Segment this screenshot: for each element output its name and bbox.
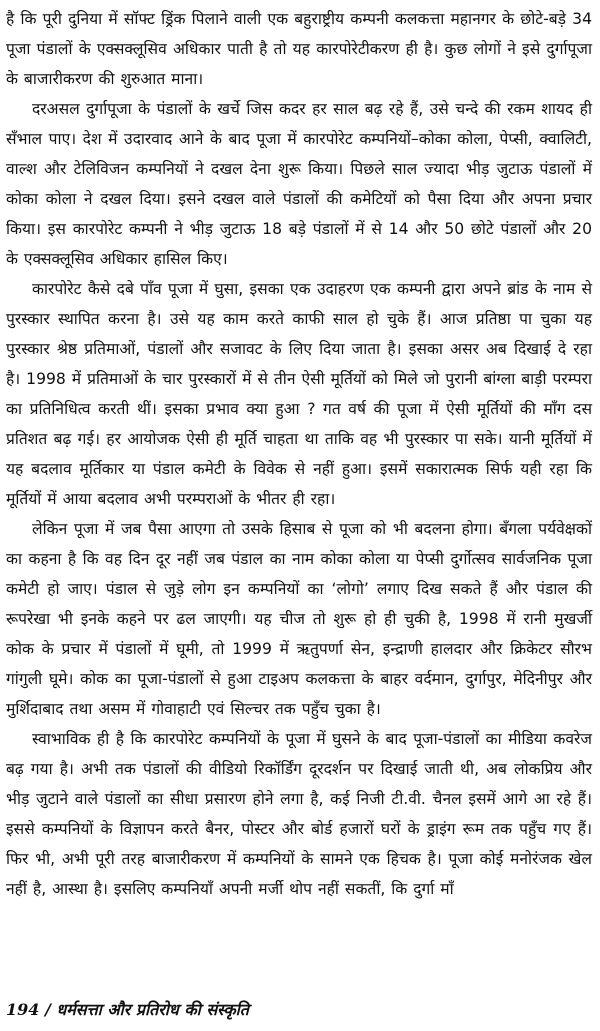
paragraph-2: दरअसल दुर्गापूजा के पंडालों के खर्चे जिस कदर हर साल बढ़ रहे हैं, उसे चन्दे की रकम शायद ही सँभाल पाए। देश में उदारवाद आने के बाद पूजा में कारपोरेट कम्पनियों–कोका कोला, पेप्सी, क्वालिटी, वाल्श और टेलिविजन कम्पनियों ने दखल देना शुरू किया। पिछले साल ज्यादा भीड़ जुटाऊ पंडालों में कोका कोला ने दखल दिया। इसने दखल वाले पंडालों की कमेटियों को पैसा दिया और अपना प्रचार किया। इस कारपोरेट कम्पनी ने भीड़ जुटाऊ 18 बड़े पंडालों में से 14 और 50 छोटे पंडालों और 20 के एक्सक्लूसिव अधिकार हासिल किए। bbox=[6, 100, 592, 268]
paragraph-3: कारपोरेट कैसे दबे पाँव पूजा में घुसा, इसका एक उदाहरण एक कम्पनी द्वारा अपने ब्रांड के नाम से पुरस्कार स्थापित करना है। उसे यह काम करते काफी साल हो चुके हैं। आज प्रतिष्ठा पा चुका यह पुरस्कार श्रेष्ठ प्रतिमाओं, पंडालों और सजावट के लिए दिया जाता है। इसका असर अब दिखाई दे रहा है। 1998 में प्रतिमाओं के चार पुरस्कारों में से तीन ऐसी मूर्तियों को मिले जो पुरानी बांग्ला बाड़ी परम्परा का प्रतिनिधित्व करती थीं। इसका प्रभाव क्या हुआ ? गत वर्ष की पूजा में ऐसी मूर्तियों की माँग दस प्रतिशत बढ़ गई। हर आयोजक ऐसी ही मूर्ति चाहता था ताकि वह भी पुरस्कार पा सके। यानी मूर्तियों में यह बदलाव मूर्तिकार या पंडाल कमेटी के विवेक से नहीं हुआ। इसमें सकारात्मक सिर्फ यही रहा कि मूर्तियों में आया बदलाव अभी परम्पराओं के भीतर ही रहा। bbox=[6, 280, 592, 508]
paragraph-1: है कि पूरी दुनिया में सॉफ्ट ड्रिंक पिलाने वाली एक बहुराष्ट्रीय कम्पनी कलकत्ता महानगर के छोटे-बड़े 34 पूजा पंडालों के एक्सक्लूसिव अधिकार पाती है तो यह कारपोरेटीकरण ही है। कुछ लोगों ने इसे दुर्गापूजा के बाजारीकरण की शुरुआत माना। bbox=[6, 10, 592, 88]
paragraph-5: स्वाभाविक ही है कि कारपोरेट कम्पनियों के पूजा में घुसने के बाद पूजा-पंडालों का मीडिया कवरेज बढ़ गया है। अभी तक पंडालों की वीडियो रिकॉर्डिंग दूरदर्शन पर दिखाई जाती थी, अब लोकप्रिय और भीड़ जुटाने वाले पंडालों का सीधा प्रसारण होने लगा है, कई निजी टी.वी. चैनल इसमें आगे आ रहे हैं। इससे कम्पनियों के विज्ञापन करते बैनर, पोस्टर और बोर्ड हजारों घरों के ड्राइंग रूम तक पहुँच गए हैं। फिर भी, अभी पूरी तरह बाजारीकरण में कम्पनियों के सामने एक हिचक है। पूजा कोई मनोरंजक खेल नहीं है, आस्था है। इसलिए कम्पनियाँ अपनी मर्जी थोप नहीं सकतीं, कि दुर्गा माँ bbox=[6, 730, 592, 898]
page-footer: 194 / धर्मसत्ता और प्रतिरोध की संस्कृति bbox=[6, 1000, 249, 1019]
body-text bbox=[6, 4, 592, 904]
paragraph-4: लेकिन पूजा में जब पैसा आएगा तो उसके हिसाब से पूजा को भी बदलना होगा। बँगला पर्यवेक्षकों का कहना है कि वह दिन दूर नहीं जब पंडाल का नाम कोका कोला या पेप्सी दुर्गोत्सव सार्वजनिक पूजा कमेटी हो जाए। पंडाल से जुड़े लोग इन कम्पनियों का ‘लोगो’ लगाए दिख सकते हैं और पंडाल की रूपरेखा भी इनके कहने पर ढल जाएगी। यह चीज तो शुरू हो ही चुकी है, 1998 में रानी मुखर्जी कोक के प्रचार में पंडालों में घूमी, तो 1999 में ऋतुपर्णा सेन, इन्द्राणी हालदार और क्रिकेटर सौरभ गांगुली घूमे। कोक का पूजा-पंडालों से हुआ टाइअप कलकत्ता के बाहर वर्दमान, दुर्गापुर, मेदिनीपुर और मुर्शिदाबाद तथा असम में गोवाहाटी एवं सिल्चर तक पहुँच चुका है। bbox=[6, 520, 592, 718]
